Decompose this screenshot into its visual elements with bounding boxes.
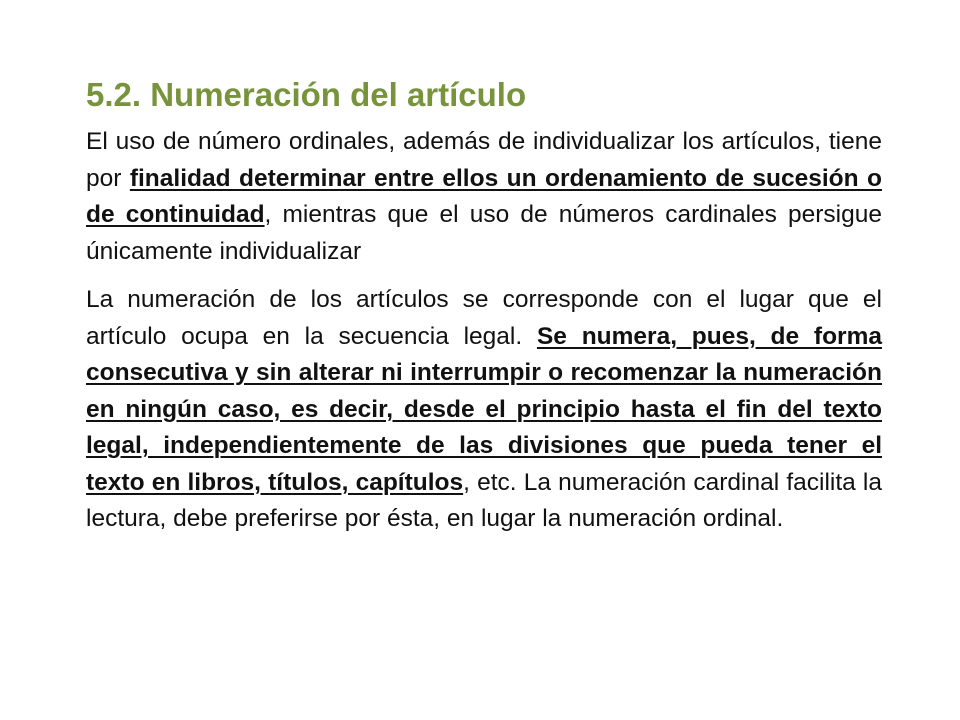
paragraph-text: La numeración de los artículos se corresponde con el lugar que el artículo ocupa en la secuencia legal.: [86, 286, 882, 350]
paragraph-text: , etc. La numeración cardinal facilita la lectura, debe preferirse por ésta, en lugar la numeración ordinal.: [86, 468, 882, 532]
emphasized-text: Se numera, pues, de forma consecutiva y sin alterar ni interrumpir o recomenzar la numeración en ningún caso, es decir, desde el principio hasta el fin del texto legal, independientemente de las divisiones que pueda tener el texto en libros, títulos, capítulos: [86, 322, 882, 496]
paragraph-ordinal-numbers: [86, 124, 882, 270]
slide-content: [86, 74, 882, 550]
emphasized-text: finalidad determinar entre ellos un ordenamiento de sucesión o de continuidad: [86, 164, 882, 228]
slide-title: 5.2. Numeración del artículo: [86, 76, 527, 113]
paragraph-text: El uso de número ordinales, además de individualizar los artículos, tiene por: [86, 128, 882, 192]
paragraph-text: , mientras que el uso de números cardinales persigue únicamente individualizar: [86, 201, 882, 265]
paragraph-article-numbering: [86, 282, 882, 538]
